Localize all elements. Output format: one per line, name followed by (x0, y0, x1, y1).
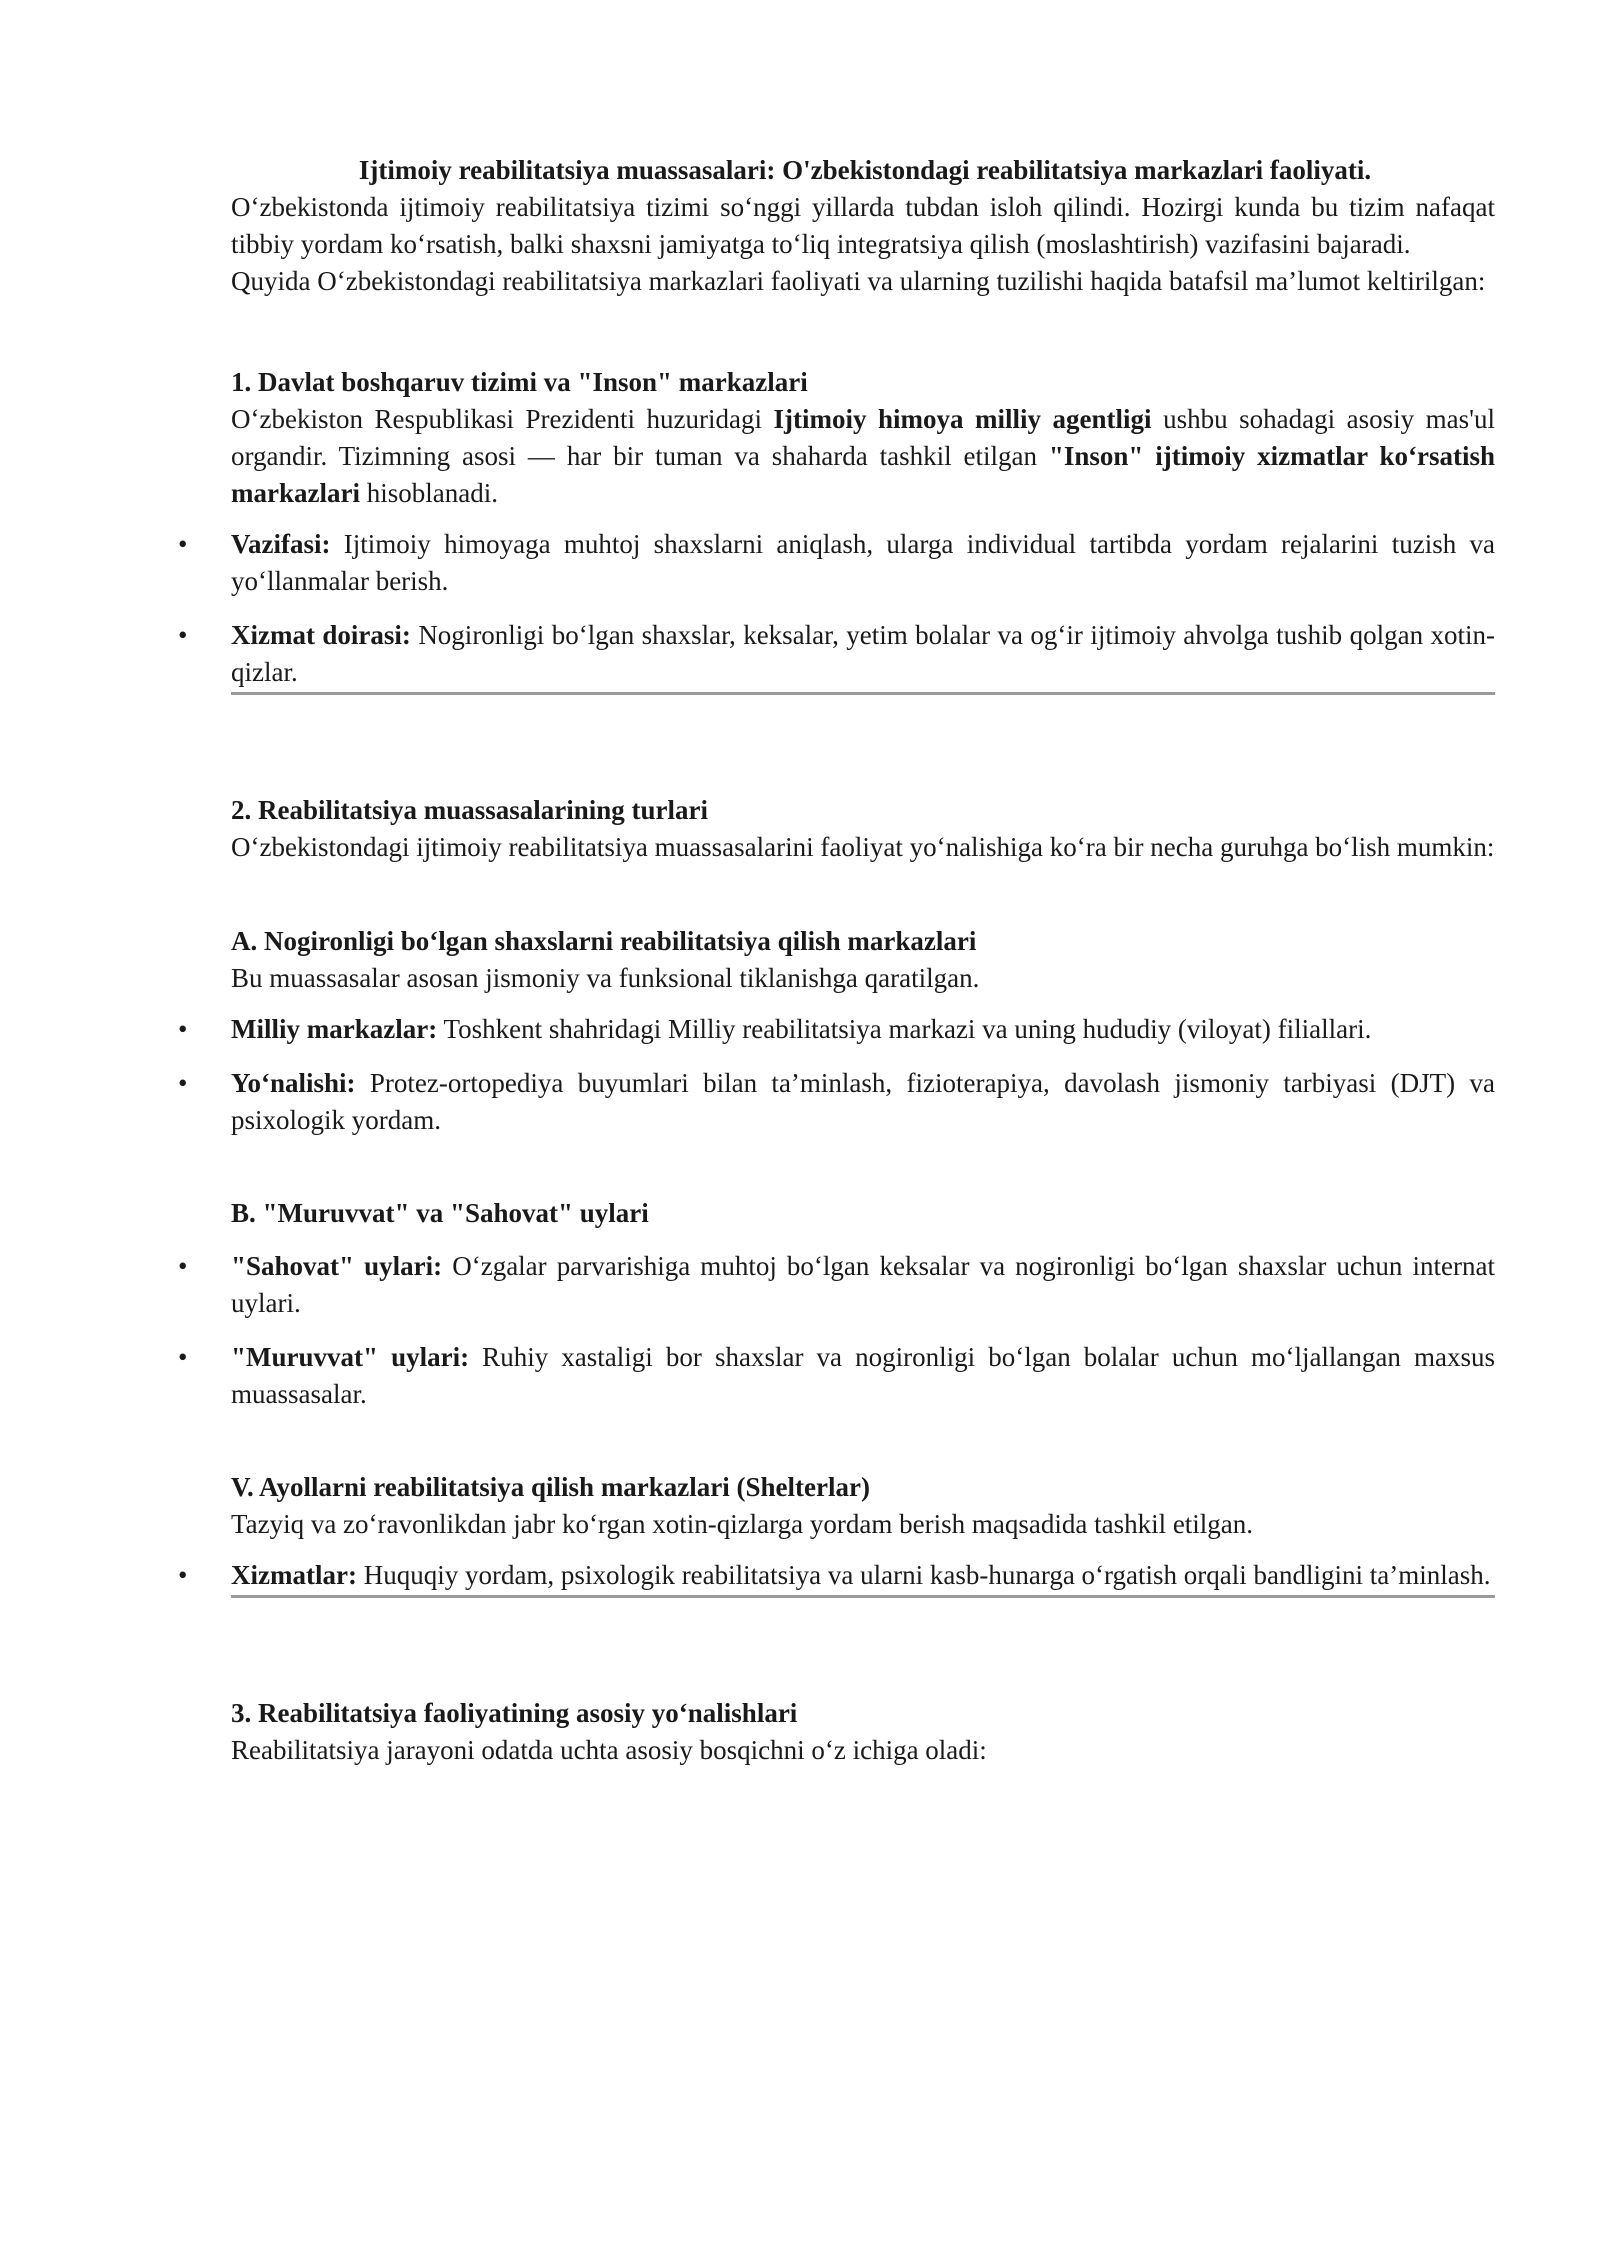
bullet-icon: • (178, 1342, 188, 1372)
section-3-intro: Reabilitatsiya jarayoni odatda uchta asosiy bosqichni o‘z ichiga oladi: (231, 1735, 987, 1765)
list-item: • "Muruvvat" uylari: Ruhiy xastaligi bor shaxslar va nogironligi bo‘lgan bolalar uchun mo‘ljallangan maxsus muassasalar. (231, 1339, 1495, 1413)
bullet-icon: • (178, 529, 188, 559)
intro-paragraph-2: Quyida O‘zbekistondagi reabilitatsiya markazlari faoliyati va ularning tuzilishi haqida batafsil ma’lumot keltirilgan: (231, 266, 1486, 296)
intro-paragraph-1: O‘zbekistonda ijtimoiy reabilitatsiya tizimi so‘nggi yillarda tubdan isloh qilindi. Hozirgi kunda bu tizim nafaqat tibbiy yordam ko‘rsatish, balki shaxsni jamiyatga to‘liq integratsiya qilish (moslashtirish) vazifasini bajaradi. (231, 192, 1495, 259)
document-title: Ijtimoiy reabilitatsiya muassasalari: O'zbekistondagi reabilitatsiya markazlari faoliyati. (358, 155, 1372, 185)
subsection-v-text: Tazyiq va zo‘ravonlikdan jabr ko‘rgan xotin-qizlarga yordam berish maqsadida tashkil etilgan. (231, 1509, 1254, 1539)
subsection-b-heading: B. "Muruvvat" va "Sahovat" uylari (231, 1198, 649, 1228)
section-1-list (178, 526, 1495, 691)
subsection-b-list (178, 1248, 1496, 1413)
bullet-icon: • (178, 620, 188, 650)
list-item: • Vazifasi: Ijtimoiy himoyaga muhtoj shaxslarni aniqlash, ularga individual tartibda yordam rejalarini tuzish va yo‘llanmalar berish. (231, 526, 1495, 600)
section-3-heading: 3. Reabilitatsiya faoliyatining asosiy yo‘nalishlari (231, 1698, 798, 1728)
list-item: • Yo‘nalishi: Protez-ortopediya buyumlari bilan ta’minlash, fizioterapiya, davolash jismoniy tarbiyasi (DJT) va psixologik yordam. (231, 1065, 1495, 1139)
section-1-paragraph: O‘zbekiston Respublikasi Prezidenti huzuridagi Ijtimoiy himoya milliy agentligi ushbu sohadagi asosiy mas'ul organdir. Tizimning asosi — har bir tuman va shaharda tashkil etilgan "Inson" ijtimoiy xizmatlar ko‘rsatish markazlari hisoblanadi. (231, 404, 1496, 508)
subsection-a-text: Bu muassasalar asosan jismoniy va funksional tiklanishga qaratilgan. (231, 963, 980, 993)
list-item: • Xizmatlar: Huquqiy yordam, psixologik reabilitatsiya va ularni kasb-hunarga o‘rgatish orqali bandligini ta’minlash. (231, 1557, 1495, 1594)
subsection-v-heading: V. Ayollarni reabilitatsiya qilish markazlari (Shelterlar) (231, 1472, 870, 1502)
document-content (178, 152, 1496, 1769)
list-item: • Milliy markazlar: Toshkent shahridagi Milliy reabilitatsiya markazi va uning hududiy (viloyat) filiallari. (231, 1011, 1495, 1048)
subsection-a-heading: A. Nogironligi bo‘lgan shaxslarni reabilitatsiya qilish markazlari (231, 926, 977, 956)
subsection-a-list (178, 1011, 1495, 1139)
bullet-icon: • (178, 1560, 188, 1590)
inson-centers-name: "Inson" ijtimoiy xizmatlar ko‘rsatish markazlari (231, 441, 1495, 508)
bullet-icon: • (178, 1068, 188, 1098)
bullet-icon: • (178, 1251, 188, 1281)
agency-name: Ijtimoiy himoya milliy agentligi (773, 404, 1152, 434)
list-item: • "Sahovat" uylari: O‘zgalar parvarishiga muhtoj bo‘lgan keksalar va nogironligi bo‘lgan shaxslar uchun internat uylari. (231, 1248, 1495, 1322)
section-1-heading: 1. Davlat boshqaruv tizimi va "Inson" markazlari (231, 367, 808, 397)
section-2-heading: 2. Reabilitatsiya muassasalarining turlari (231, 795, 709, 825)
subsection-v-list (178, 1557, 1495, 1594)
section-2-intro: O‘zbekistondagi ijtimoiy reabilitatsiya muassasalarini faoliyat yo‘nalishiga ko‘ra bir necha guruhga bo‘lish mumkin: (231, 832, 1495, 862)
bullet-icon: • (178, 1014, 188, 1044)
list-item: • Xizmat doirasi: Nogironligi bo‘lgan shaxslar, keksalar, yetim bolalar va og‘ir ijtimoiy ahvolga tushib qolgan xotin-qizlar. (231, 617, 1495, 691)
